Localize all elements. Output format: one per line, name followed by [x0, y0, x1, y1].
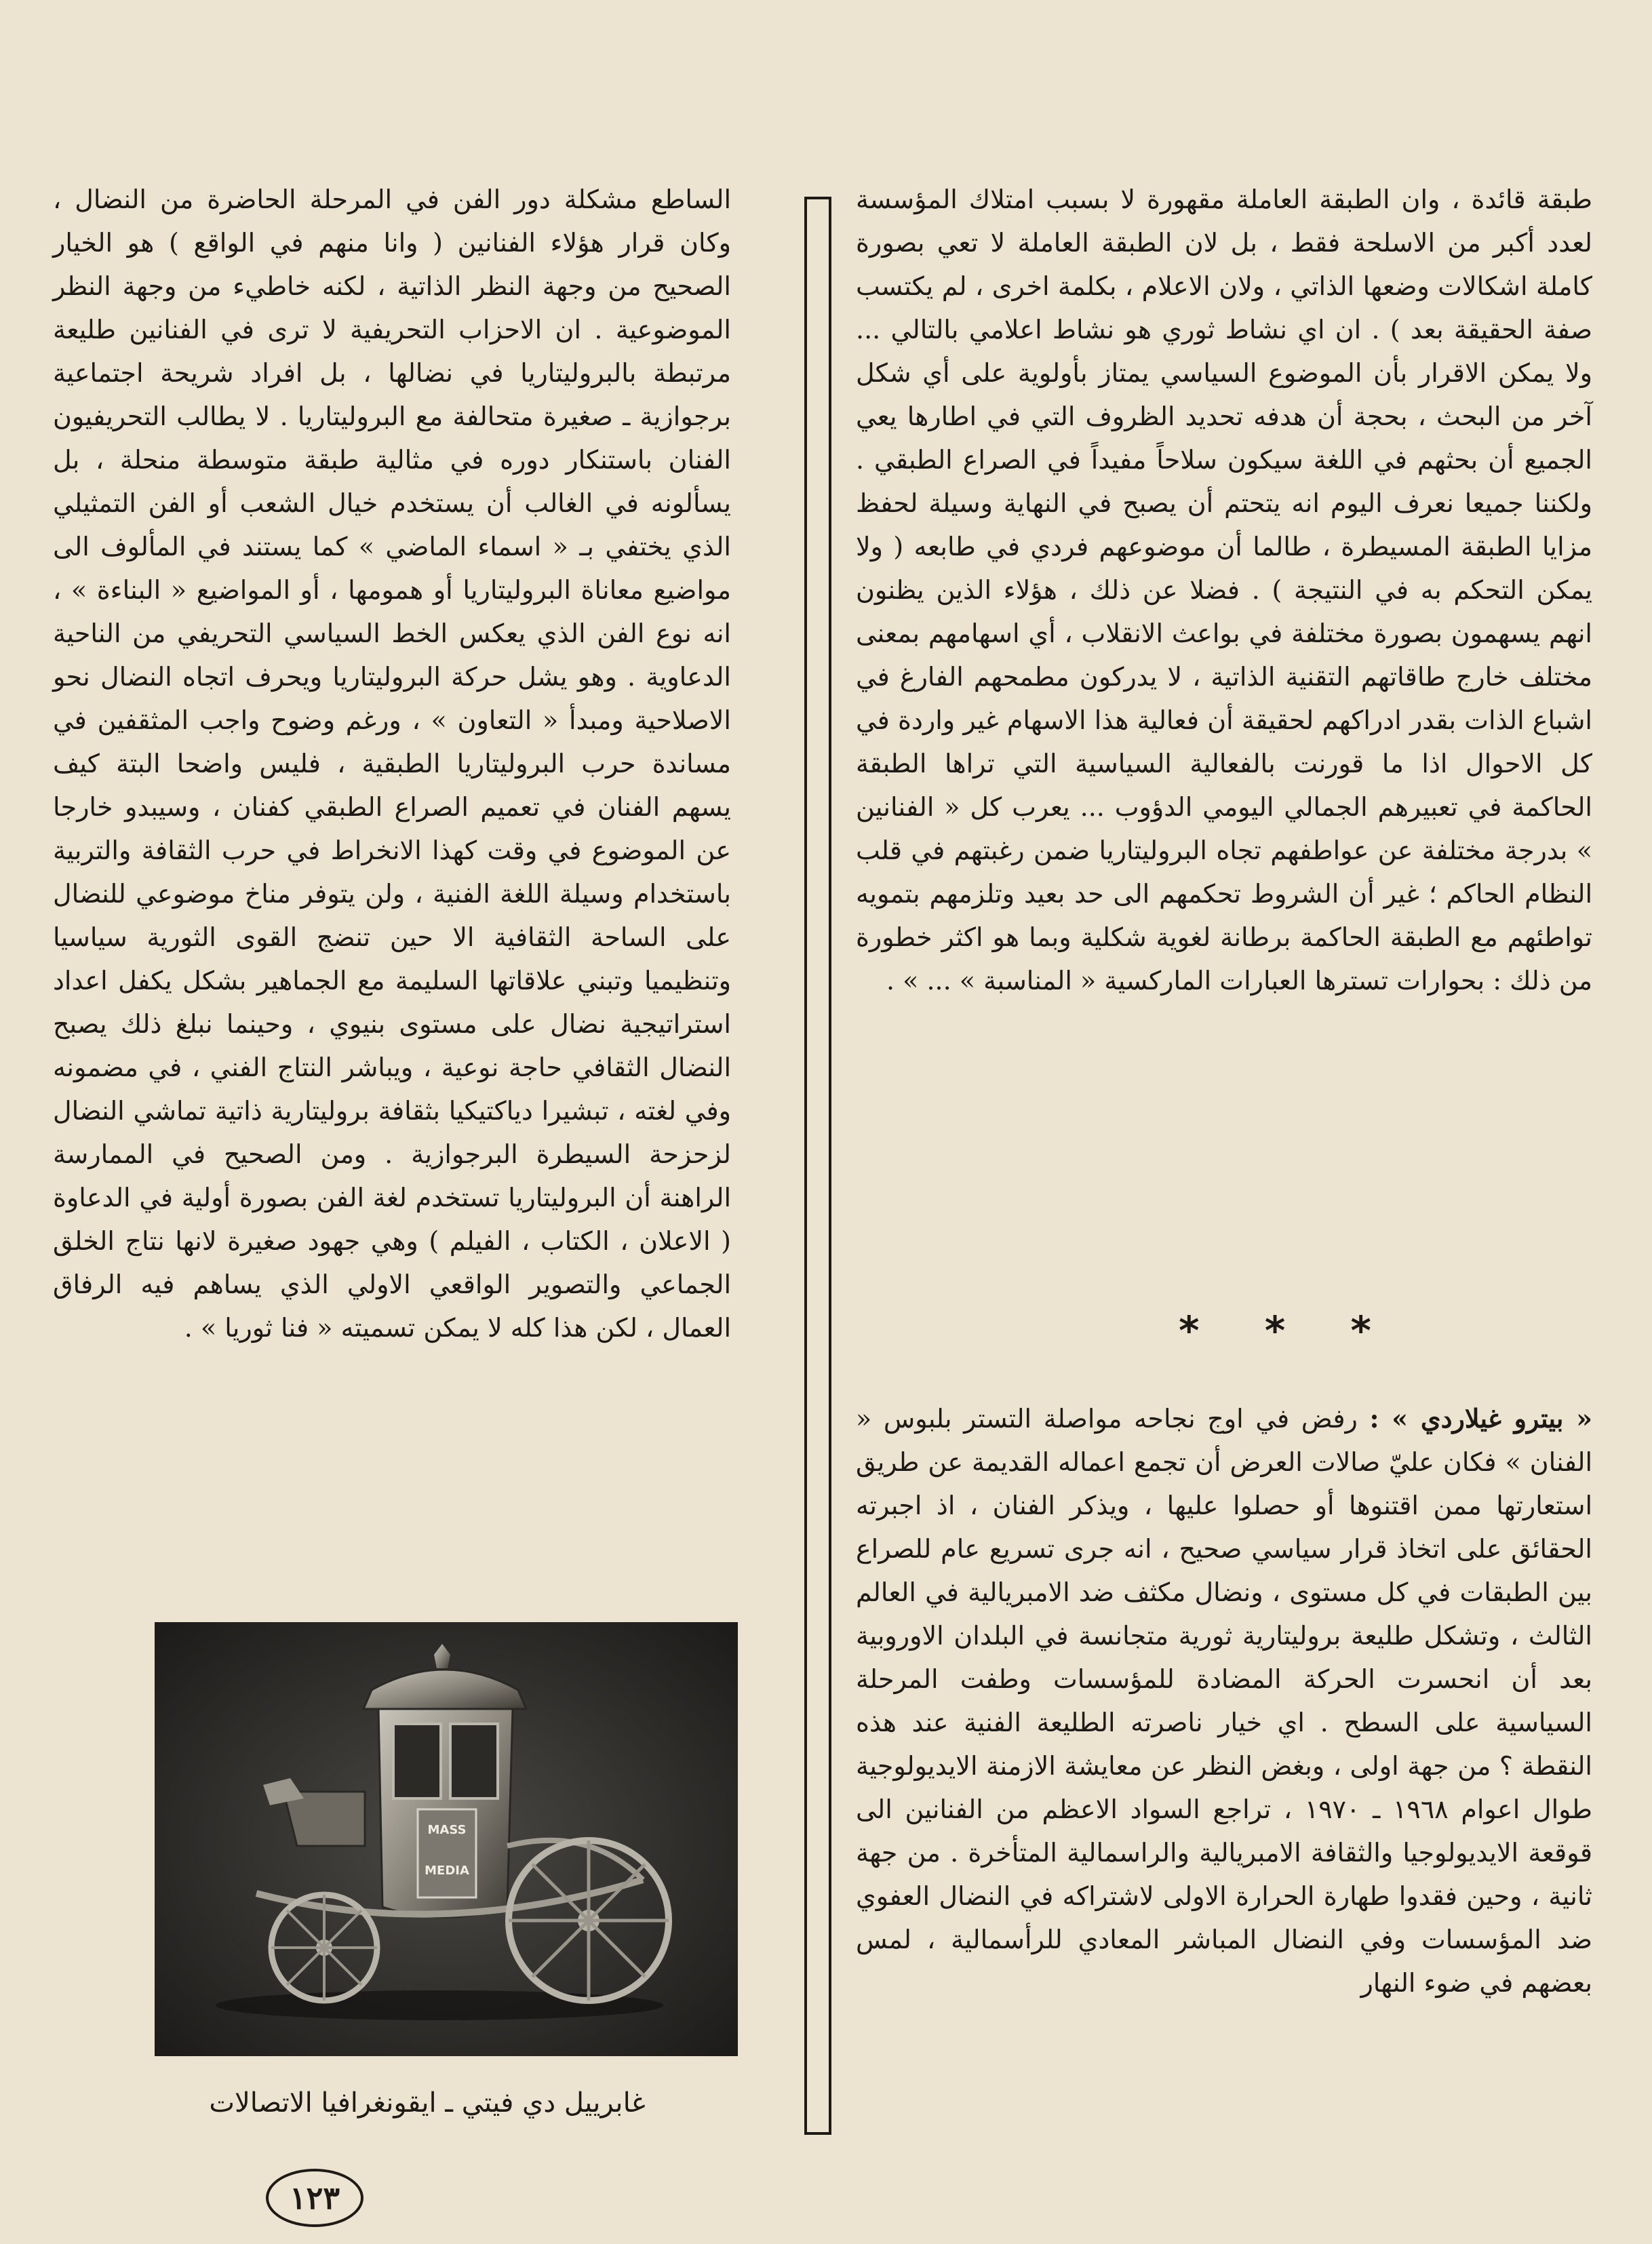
paragraph: طبقة قائدة ، وان الطبقة العاملة مقهورة لا بسبب امتلاك المؤسسة لعدد أكبر من الاسلحة فقط ، بل لان الطبقة العاملة لا تعي بصورة كاملة اشكالات وضعها الذاتي ، ولان الاعلام ، بكلمة اخرى ، لم يكتسب صفة الحقيقة بعد ) . ان اي نشاط ثوري هو نشاط اعلامي بالتالي ... ولا يمكن الاقرار بأن الموضوع السياسي يمتاز بأولوية على أي شكل آخر من البحث ، بحجة أن هدفه تحديد الظروف التي في اطارها يعي الجميع أن بحثهم في اللغة سيكون سلاحاً مفيداً في الصراع الطبقي . ولكننا جميعا نعرف اليوم انه يتحتم أن يصبح في النهاية وسيلة لحفظ مزايا الطبقة المسيطرة ، طالما أن موضوعهم فردي في طابعه ( ولا يمكن التحكم به في النتيجة ) . فضلا عن ذلك ، هؤلاء الذين يظنون انهم يسهمون بصورة مختلفة في بواعث الانقلاب ، أي اسهامهم بمعنى مختلف خارج طاقاتهم التقنية الذاتية ، لا يدركون مطمحهم الفارغ في اشباع الذات بقدر ادراكهم لحقيقة أن فعالية هذا الاسهام غير واردة في كل الاحوال اذا ما قورنت بالفعالية السياسية التي تراها الطبقة الحاكمة في تعبيرهم الجمالي اليومي الدؤوب ... يعرب كل « الفنانين » بدرجة مختلفة عن عواطفهم تجاه البروليتاريا ضمن رغبتهم في قلب النظام الحاكم ؛ غير أن الشروط تحكمهم الى حد بعيد وتلزمهم بتمويه تواطئهم مع الطبقة الحاكمة برطانة لغوية شكلية وبما هو اكثر خطورة من ذلك : بحوارات تسترها العبارات الماركسية « المناسبة » ... » . [856, 184, 1592, 996]
photo-caption: غابرييل دي فيتي ـ ايقونغرافيا الاتصالات [209, 2087, 646, 2119]
section-break [1146, 1307, 1404, 1354]
page-number: ١٢٣ [266, 2169, 363, 2227]
artwork-photo [155, 1622, 738, 2056]
mass-panel-label: MASS [427, 1823, 467, 1837]
artist-name-lead: « بيترو غيلاردي » : [1369, 1403, 1592, 1434]
left-column-text [53, 178, 731, 1350]
front-wheel [271, 1895, 377, 2001]
carriage-sculpture-image [155, 1622, 738, 2056]
paragraph: الساطع مشكلة دور الفن في المرحلة الحاضرة من النضال ، وكان قرار هؤلاء الفنانين ( وانا منهم في الواقع ) هو الخيار الصحيح من وجهة النظر الذاتية ، لكنه خاطيء من وجهة النظر الموضوعية . ان الاحزاب التحريفية لا ترى في الفنانين طليعة مرتبطة بالبروليتاريا في نضالها ، بل افراد شريحة اجتماعية برجوازية ـ صغيرة متحالفة مع البروليتاريا . لا يطالب التحريفيون الفنان باستنكار دوره في مثالية طبقة متوسطة منحلة ، بل يسألونه في الغالب أن يستخدم خيال الشعب أو الفن التمثيلي الذي يختفي بـ « اسماء الماضي » كما يستند في المألوف الى مواضيع معاناة البروليتاريا أو همومها ، أو المواضيع « البناءة » ، انه نوع الفن الذي يعكس الخط السياسي التحريفي من الناحية الدعاوية . وهو يشل حركة البروليتاريا ويحرف اتجاه النضال نحو الاصلاحية ومبدأ « التعاون » ، ورغم وضوح واجب المثقفين في مساندة حرب البروليتاريا الطبقية ، فليس واضحا البتة كيف يسهم الفنان في تعميم الصراع الطبقي كفنان ، وسيبدو خارجا عن الموضوع في وقت كهذا الانخراط في حرب الثقافة والتربية باستخدام وسيلة اللغة الفنية ، ولن يتوفر مناخ موضوعي للنضال على الساحة الثقافية الا حين تنضج القوى الثورية سياسيا وتنظيميا وتبني علاقاتها السليمة مع الجماهير بشكل يكفل اعداد استراتيجية نضال على مستوى بنيوي ، وحينما نبلغ ذلك يصبح النضال الثقافي حاجة نوعية ، ويباشر النتاج الفني ، في مضمونه وفي لغته ، تبشيرا دياكتيكيا بثقافة بروليتارية ذاتية تماشي النضال لزحزحة السيطرة البرجوازية . ومن الصحيح في الممارسة الراهنة أن البروليتاريا تستخدم لغة الفن بصورة أولية في الدعاوة ( الاعلان ، الكتاب ، الفيلم ) وهي جهود صغيرة لانها نتاج الخلق الجماعي والتصوير الواقعي الاولي الذي يساهم فيه الرفاق العمال ، لكن هذا كله لا يمكن تسميته « فنا ثوريا » . [53, 184, 732, 1343]
rear-wheel [509, 1841, 669, 2001]
asterisk-icon: * [1350, 1307, 1371, 1354]
media-panel-label: MEDIA [425, 1864, 469, 1878]
paragraph [856, 1397, 1592, 2005]
asterisk-icon: * [1179, 1307, 1200, 1354]
paragraph-body: رفض في اوج نجاحه مواصلة التستر بلبوس « الفنان » فكان عليّ صالات العرض أن تجمع اعماله القديمة عن طريق استعارتها ممن اقتنوها أو حصلوا عليها ، ويذكر الفنان ، اذ اجبرته الحقائق على اتخاذ قرار سياسي صحيح ، انه جرى تسريع عام للصراع بين الطبقات في كل مستوى ، ونضال مكثف ضد الامبريالية في العالم الثالث ، وتشكل طليعة بروليتارية ثورية متجانسة في البلدان الاوروبية بعد أن انحسرت الحركة المضادة للمؤسسات وطفت المرحلة السياسية على السطح . اي خيار ناصرته الطليعة الفنية عند هذه النقطة ؟ من جهة اولى ، وبغض النظر عن معايشة الازمنة الايديولوجية طوال اعوام ١٩٦٨ ـ ١٩٧٠ ، تراجع السواد الاعظم من الفنانين الى قوقعة الايديولوجيا والثقافة الامبريالية والراسمالية المتأخرة . من جهة ثانية ، وحين فقدوا طهارة الحرارة الاولى لاشتراكه في النضال العفوي ضد المؤسسات وفي النضال المباشر المعادي للرأسمالية ، لمس بعضهم في ضوء النهار [856, 1404, 1592, 1998]
right-column-text-lower [856, 1397, 1592, 2005]
column-divider [804, 197, 831, 2135]
right-column-text [856, 178, 1592, 1002]
asterisk-icon: * [1264, 1307, 1286, 1354]
